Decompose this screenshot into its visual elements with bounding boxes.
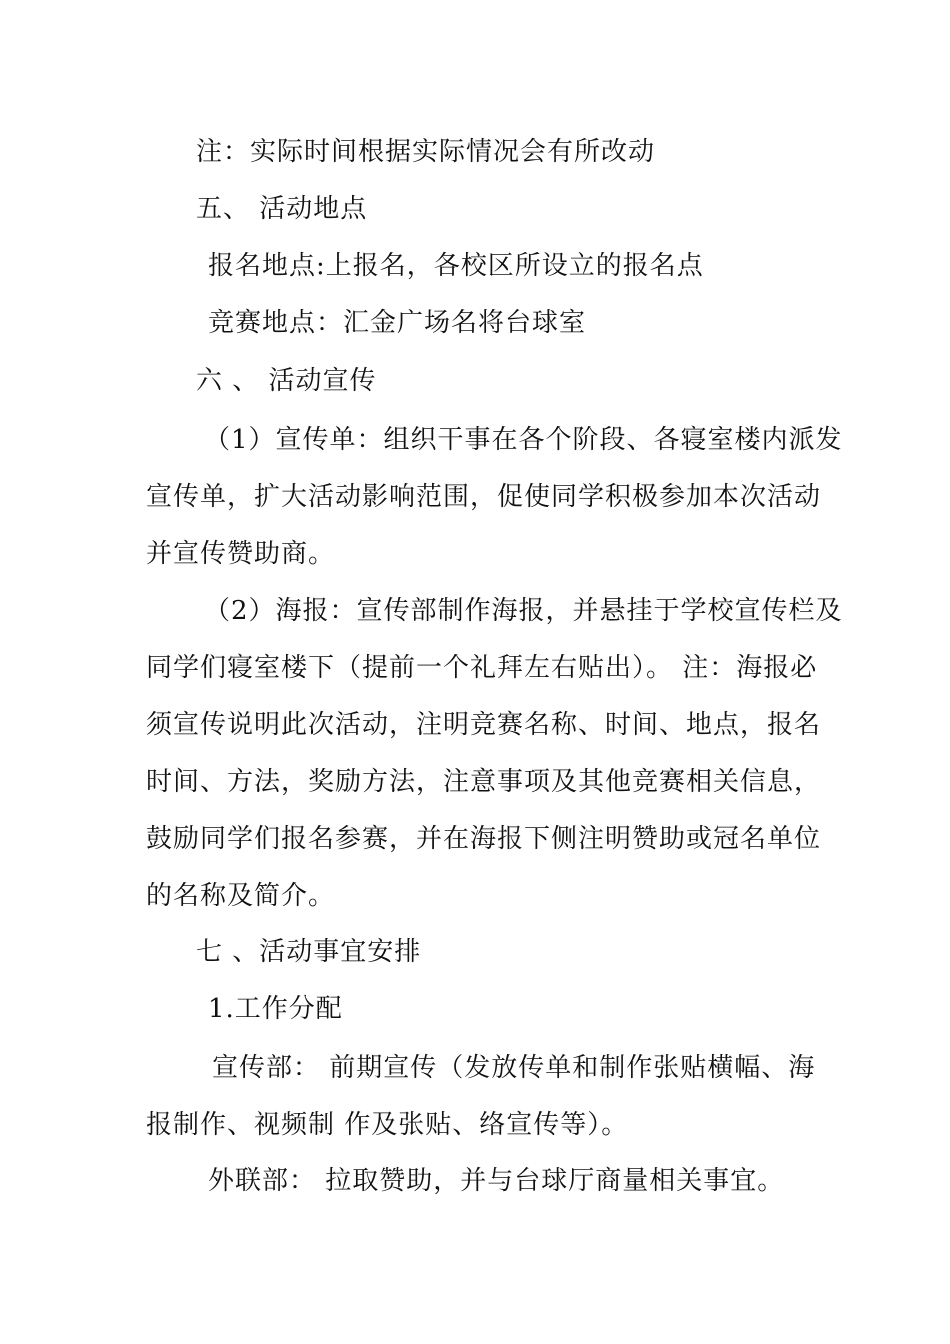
liaison-dept-line: 外联部： 拉取赞助，并与台球厅商量相关事宜。: [208, 1166, 785, 1196]
paragraph-line: （2）海报：宣传部制作海报，并悬挂于学校宣传栏及: [204, 596, 843, 626]
paragraph-line: 宣传部： 前期宣传（发放传单和制作张贴横幅、海: [212, 1053, 816, 1083]
paragraph-line: 时间、方法，奖励方法，注意事项及其他竞赛相关信息，: [146, 767, 822, 797]
section-heading-6: 六 、 活动宣传: [196, 366, 377, 396]
paragraph-line: 宣传单，扩大活动影响范围，促使同学积极参加本次活动: [146, 482, 822, 512]
paragraph-line: 鼓励同学们报名参赛，并在海报下侧注明赞助或冠名单位: [146, 824, 822, 854]
section-heading-7: 七 、活动事宜安排: [196, 937, 422, 967]
paragraph-line: 并宣传赞助商。: [146, 539, 336, 569]
paragraph-flyers: [146, 412, 843, 583]
paragraph-publicity-dept: [146, 1040, 816, 1154]
paragraph-line: 报制作、视频制 作及张贴、络宣传等）。: [146, 1110, 629, 1140]
registration-location: 报名地点:上报名，各校区所设立的报名点: [208, 251, 704, 281]
paragraph-line: 须宣传说明此次活动，注明竞赛名称、时间、地点，报名: [146, 710, 822, 740]
section-heading-5: 五、 活动地点: [196, 194, 368, 224]
paragraph-line: （1）宣传单：组织干事在各个阶段、各寝室楼内派发: [204, 425, 843, 455]
paragraph-posters: [146, 583, 843, 925]
paragraph-line: 的名称及简介。: [146, 881, 336, 911]
work-allocation-heading: 1.工作分配: [208, 994, 343, 1024]
competition-location: 竞赛地点：汇金广场名将台球室: [208, 308, 587, 338]
note-line: 注：实际时间根据实际情况会有所改动: [196, 137, 656, 167]
paragraph-line: 同学们寝室楼下（提前一个礼拜左右贴出）。 注：海报必: [146, 653, 818, 683]
